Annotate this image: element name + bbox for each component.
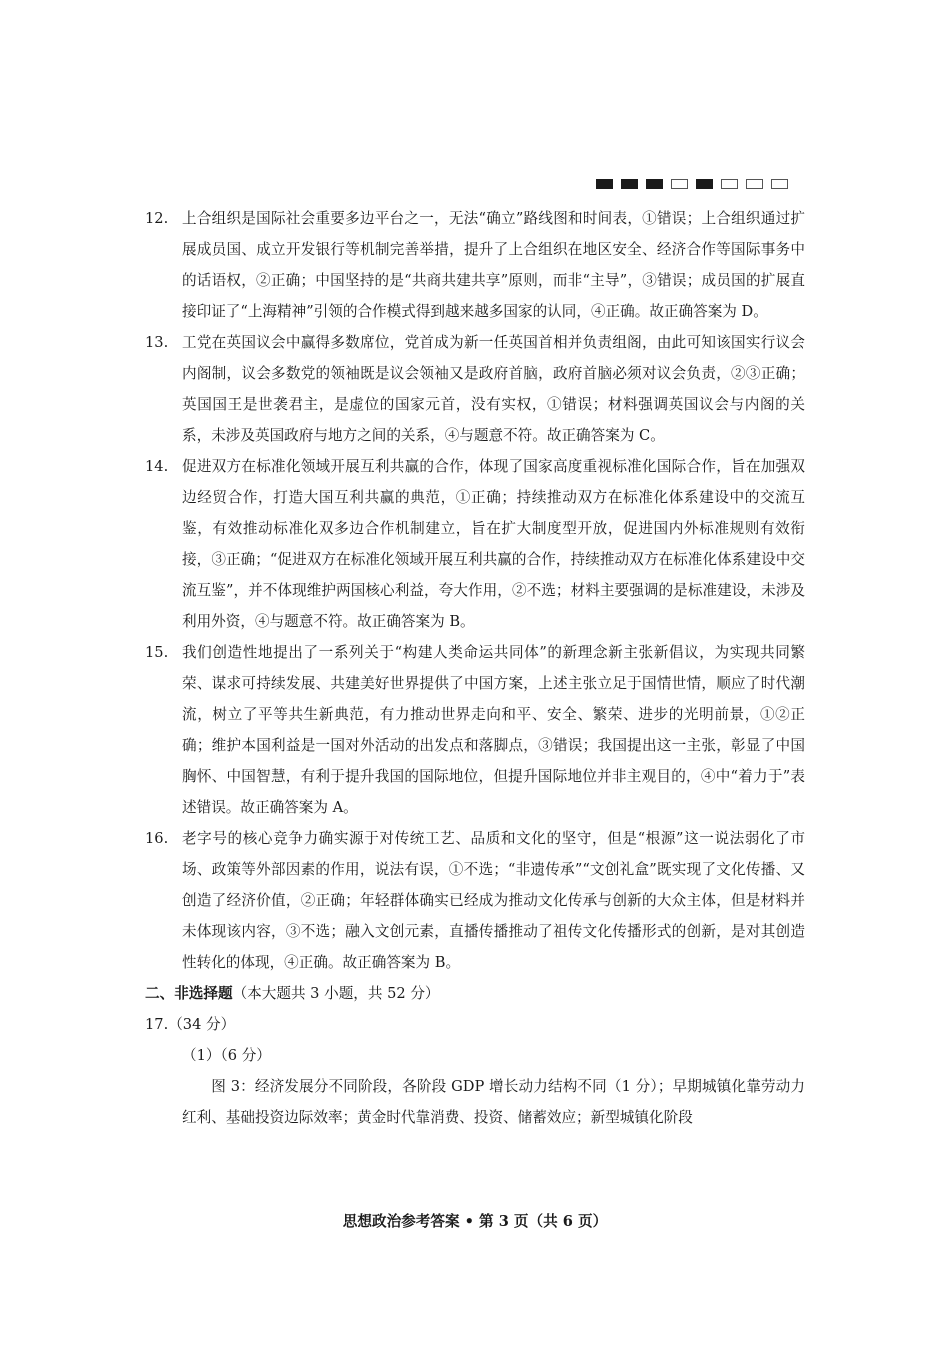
question-17-label: 17.（34 分） [145,1016,236,1033]
question-number: 13. [145,334,169,351]
answer-item-13 [145,327,805,451]
answer-text: 工党在英国议会中赢得多数席位，党首成为新一任英国首相并负责组阁，由此可知该国实行议会内阁制，议会多数党的领袖既是议会领袖又是政府首脑，政府首脑必须对议会负责，②③正确；英国国王是世袭君主，是虚位的国家元首，没有实权，①错误；材料强调英国议会与内阁的关系，未涉及英国政府与地方之间的关系，④与题意不符。故正确答案为 C。 [182,334,805,444]
mark-square [621,179,638,189]
answer-item-14 [145,451,805,637]
answer-item-16 [145,823,805,978]
answer-text: 促进双方在标准化领域开展互利共赢的合作，体现了国家高度重视标准化国际合作，旨在加强双边经贸合作，打造大国互利共赢的典范，①正确；持续推动双方在标准化体系建设中的交流互鉴，有效推动标准化双多边合作机制建立，旨在扩大制度型开放，促进国内外标准规则有效衔接，③正确；“促进双方在标准化领域开展互利共赢的合作，持续推动双方在标准化体系建设中交流互鉴”，并不体现维护两国核心利益，夸大作用，②不选；材料主要强调的是标准建设，未涉及利用外资，④与题意不符。故正确答案为 B。 [182,458,805,630]
mark-square [746,179,763,189]
page-footer: 思想政治参考答案 • 第 3 页（共 6 页） [342,1213,608,1230]
answer-item-15 [145,637,805,823]
question-17-sub1: （1）（6 分） [182,1047,271,1064]
answer-text: 老字号的核心竞争力确实源于对传统工艺、品质和文化的坚守，但是“根源”这一说法弱化了市场、政策等外部因素的作用，说法有误，①不选；“非遗传承”“文创礼盒”既实现了文化传播、又创造了经济价值，②正确；年轻群体确实已经成为推动文化传承与创新的大众主体，但是材料并未体现该内容，③不选；融入文创元素，直播传播推动了祖传文化传播形式的创新，是对其创造性转化的体现，④正确。故正确答案为 B。 [182,830,805,971]
mark-square [596,179,613,189]
answer-item-12 [145,203,805,327]
section-note: （本大题共 3 小题，共 52 分） [232,985,440,1002]
question-number: 15. [145,644,169,661]
section-title: 二、非选择题 [145,985,233,1002]
question-number: 12. [145,210,169,227]
answer-marks [596,179,788,189]
answer-text: 上合组织是国际社会重要多边平台之一，无法“确立”路线图和时间表，①错误；上合组织通过扩展成员国、成立开发银行等机制完善举措，提升了上合组织在地区安全、经济合作等国际事务中的话语权，②正确；中国坚持的是“共商共建共享”原则，而非“主导”，③错误；成员国的扩展直接印证了“上海精神”引领的合作模式得到越来越多国家的认同，④正确。故正确答案为 D。 [182,210,805,320]
section-heading [145,978,805,1009]
question-number: 14. [145,458,169,475]
mark-square [696,179,713,189]
question-number: 16. [145,830,169,847]
mark-square [671,179,688,189]
mark-square [646,179,663,189]
mark-square [721,179,738,189]
answer-content [145,203,805,1133]
question-17-answer: 图 3：经济发展分不同阶段，各阶段 GDP 增长动力结构不同（1 分）；早期城镇化靠劳动力红利、基础投资边际效率；黄金时代靠消费、投资、储蓄效应；新型城镇化阶段 [182,1078,805,1126]
mark-square [771,179,788,189]
answer-text: 我们创造性地提出了一系列关于“构建人类命运共同体”的新理念新主张新倡议，为实现共同繁荣、谋求可持续发展、共建美好世界提供了中国方案，上述主张立足于国情世情，顺应了时代潮流，树立了平等共生新典范，有力推动世界走向和平、安全、繁荣、进步的光明前景，①②正确；维护本国利益是一国对外活动的出发点和落脚点，③错误；我国提出这一主张，彰显了中国胸怀、中国智慧，有利于提升我国的国际地位，但提升国际地位并非主观目的，④中“着力于”表述错误。故正确答案为 A。 [182,644,805,816]
